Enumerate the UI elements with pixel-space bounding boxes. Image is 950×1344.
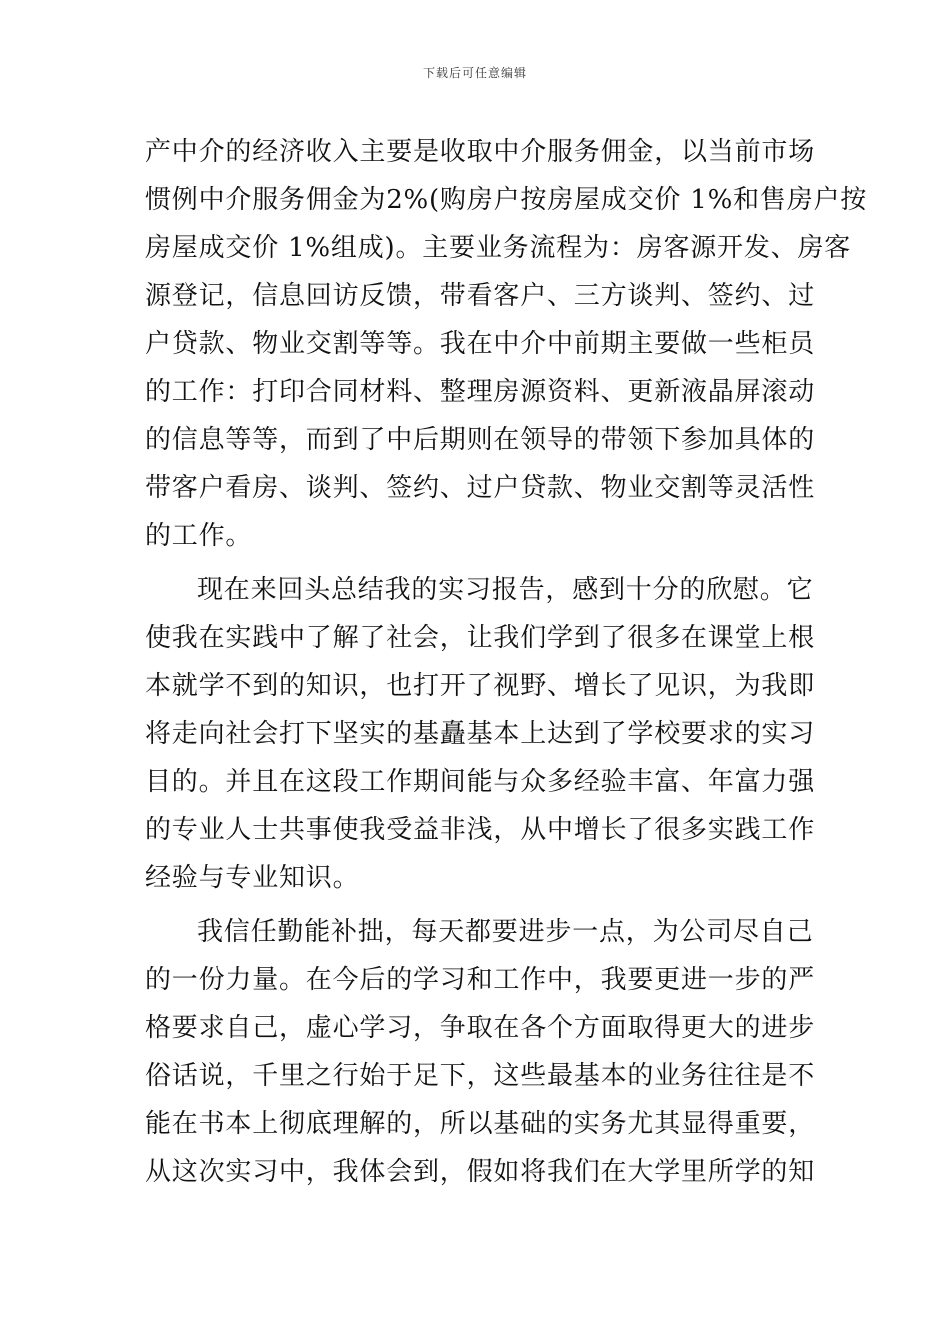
paragraph-1-line-8: 带客户看房、谈判、签约、过户贷款、物业交割等灵活性 xyxy=(145,473,816,503)
paragraph-3-line-1: 我信任勤能补拙，每天都要进步一点，为公司尽自己 xyxy=(197,917,814,947)
paragraph-2-line-2: 使我在实践中了解了社会，让我们学到了很多在课堂上根 xyxy=(145,623,816,653)
paragraph-1-line-3: 房屋成交价 1%组成)。主要业务流程为：房客源开发、房客 xyxy=(145,233,852,263)
body-text xyxy=(145,128,868,1196)
paragraph-3-line-3: 格要求自己，虚心学习，争取在各个方面取得更大的进步 xyxy=(145,1013,816,1043)
paragraph-1-line-9: 的工作。 xyxy=(145,521,253,551)
paragraph-2-line-5: 目的。并且在这段工作期间能与众多经验丰富、年富力强 xyxy=(145,767,816,797)
paragraph-3-line-5: 能在书本上彻底理解的，所以基础的实务尤其显得重要， xyxy=(145,1109,816,1139)
paragraph-1-line-2: 惯例中介服务佣金为2%(购房户按房屋成交价 1%和售房户按 xyxy=(145,185,868,215)
paragraph-1-line-7: 的信息等等，而到了中后期则在领导的带领下参加具体的 xyxy=(145,425,816,455)
paragraph-2-line-7: 经验与专业知识。 xyxy=(145,863,360,893)
paragraph-1-line-6: 的工作：打印合同材料、整理房源资料、更新液晶屏滚动 xyxy=(145,377,816,407)
paragraph-1-line-4: 源登记，信息回访反馈，带看客户、三方谈判、签约、过 xyxy=(145,281,816,311)
paragraph-1-line-5: 户贷款、物业交割等等。我在中介中前期主要做一些柜员 xyxy=(145,329,816,359)
paragraph-2-line-6: 的专业人士共事使我受益非浅，从中增长了很多实践工作 xyxy=(145,815,816,845)
paragraph-1-line-1: 产中介的经济收入主要是收取中介服务佣金，以当前市场 xyxy=(145,137,816,167)
paragraph-2-line-4: 将走向社会打下坚实的基矗基本上达到了学校要求的实习 xyxy=(145,719,816,749)
page-header: 下载后可任意编辑 xyxy=(422,66,527,80)
paragraph-2-line-3: 本就学不到的知识，也打开了视野、增长了见识，为我即 xyxy=(145,671,816,701)
paragraph-3-line-6: 从这次实习中，我体会到，假如将我们在大学里所学的知 xyxy=(145,1157,816,1187)
paragraph-2-line-1: 现在来回头总结我的实习报告，感到十分的欣慰。它 xyxy=(197,575,814,605)
paragraph-3-line-2: 的一份力量。在今后的学习和工作中，我要更进一步的严 xyxy=(145,965,816,995)
paragraph-3-line-4: 俗话说，千里之行始于足下，这些最基本的业务往往是不 xyxy=(145,1061,816,1091)
